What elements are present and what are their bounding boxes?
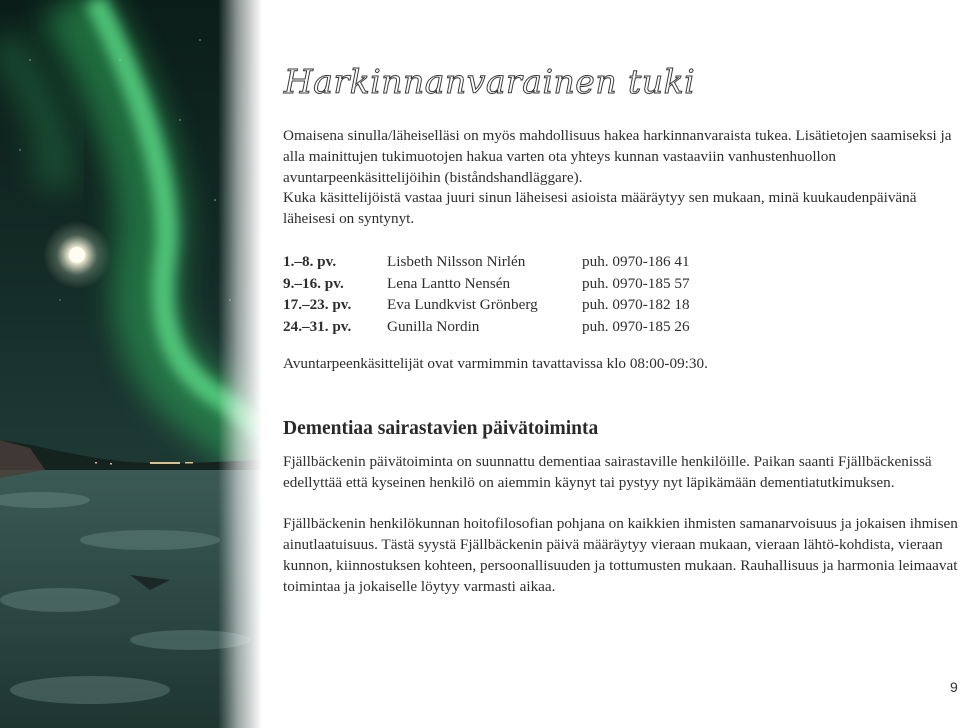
page-title: Harkinnanvarainen tuki: [284, 62, 696, 101]
schedule-handler-name: Gunilla Nordin: [387, 317, 480, 335]
schedule-phone: puh. 0970-185 26: [582, 317, 690, 335]
schedule-phone: puh. 0970-186 41: [582, 253, 690, 270]
schedule-phone: puh. 0970-182 18: [582, 296, 690, 313]
intro-paragraph-1: Omaisena sinulla/läheiselläsi on myös mahdollisuus hakea harkinnanvaraista tukea. Lisätietojen saamiseksi ja alla mainittujen tukimuotojen hakua varten ota yhteys kunnan vastaaviin vanhustenhuollon avuntarpeenkäsittelijöihin (biståndshandläggare).: [283, 127, 952, 186]
schedule-dates: 9.–16. pv.: [283, 274, 344, 292]
aurora-landscape-photo: [0, 0, 262, 728]
schedule-handler-name: Lisbeth Nilsson Nirlén: [387, 253, 526, 270]
schedule-handler-name: Eva Lundkvist Grönberg: [387, 296, 538, 313]
dementia-paragraph-2: Fjällbäckenin henkilökunnan hoitofilosofian pohjana on kaikkien ihmisten samanarvoisuus ja jokaisen ihmisen ainutlaatuisuus. Tästä syystä Fjällbäckenin päivä määräytyy vieraan mukaan, vieraan lähtö-kohdista, vieraan kunnon, kiinnostuksen kohteen, persoonallisuuden ja tottumusten mukaan. Rauhallisuus ja harmonia leimaavat toimintaa ja jokaiselle löytyy varmasti aikaa.: [283, 515, 958, 595]
schedule-dates: 1.–8. pv.: [283, 253, 337, 270]
schedule-phone: puh. 0970-185 57: [582, 274, 690, 292]
intro-paragraph-2: Kuka käsittelijöistä vastaa juuri sinun läheisesi asioista määräytyy sen mukaan, minä kuukaudenpäivänä läheisesi on syntynyt.: [283, 189, 917, 227]
schedule-dates: 17.–23. pv.: [283, 296, 352, 313]
schedule-handler-name: Lena Lantto Nensén: [387, 274, 511, 292]
availability-note: Avuntarpeenkäsittelijät ovat varmimmin tavattavissa klo 08:00-09:30.: [283, 355, 708, 372]
photo-edge-fade: [218, 0, 262, 728]
section-heading: Dementiaa sairastavien päivätoiminta: [283, 418, 599, 439]
dementia-paragraph-1: Fjällbäckenin päivätoiminta on suunnattu dementiaa sairastaville henkilöille. Paikan saanti Fjällbäckenissä edellyttää että kyseinen henkilö on aiemmin käynyt tai pystyy nyt läpikämään dementiatutkimuksen.: [283, 453, 932, 491]
schedule-dates: 24.–31. pv.: [283, 317, 352, 335]
page-number: 9: [950, 679, 958, 695]
